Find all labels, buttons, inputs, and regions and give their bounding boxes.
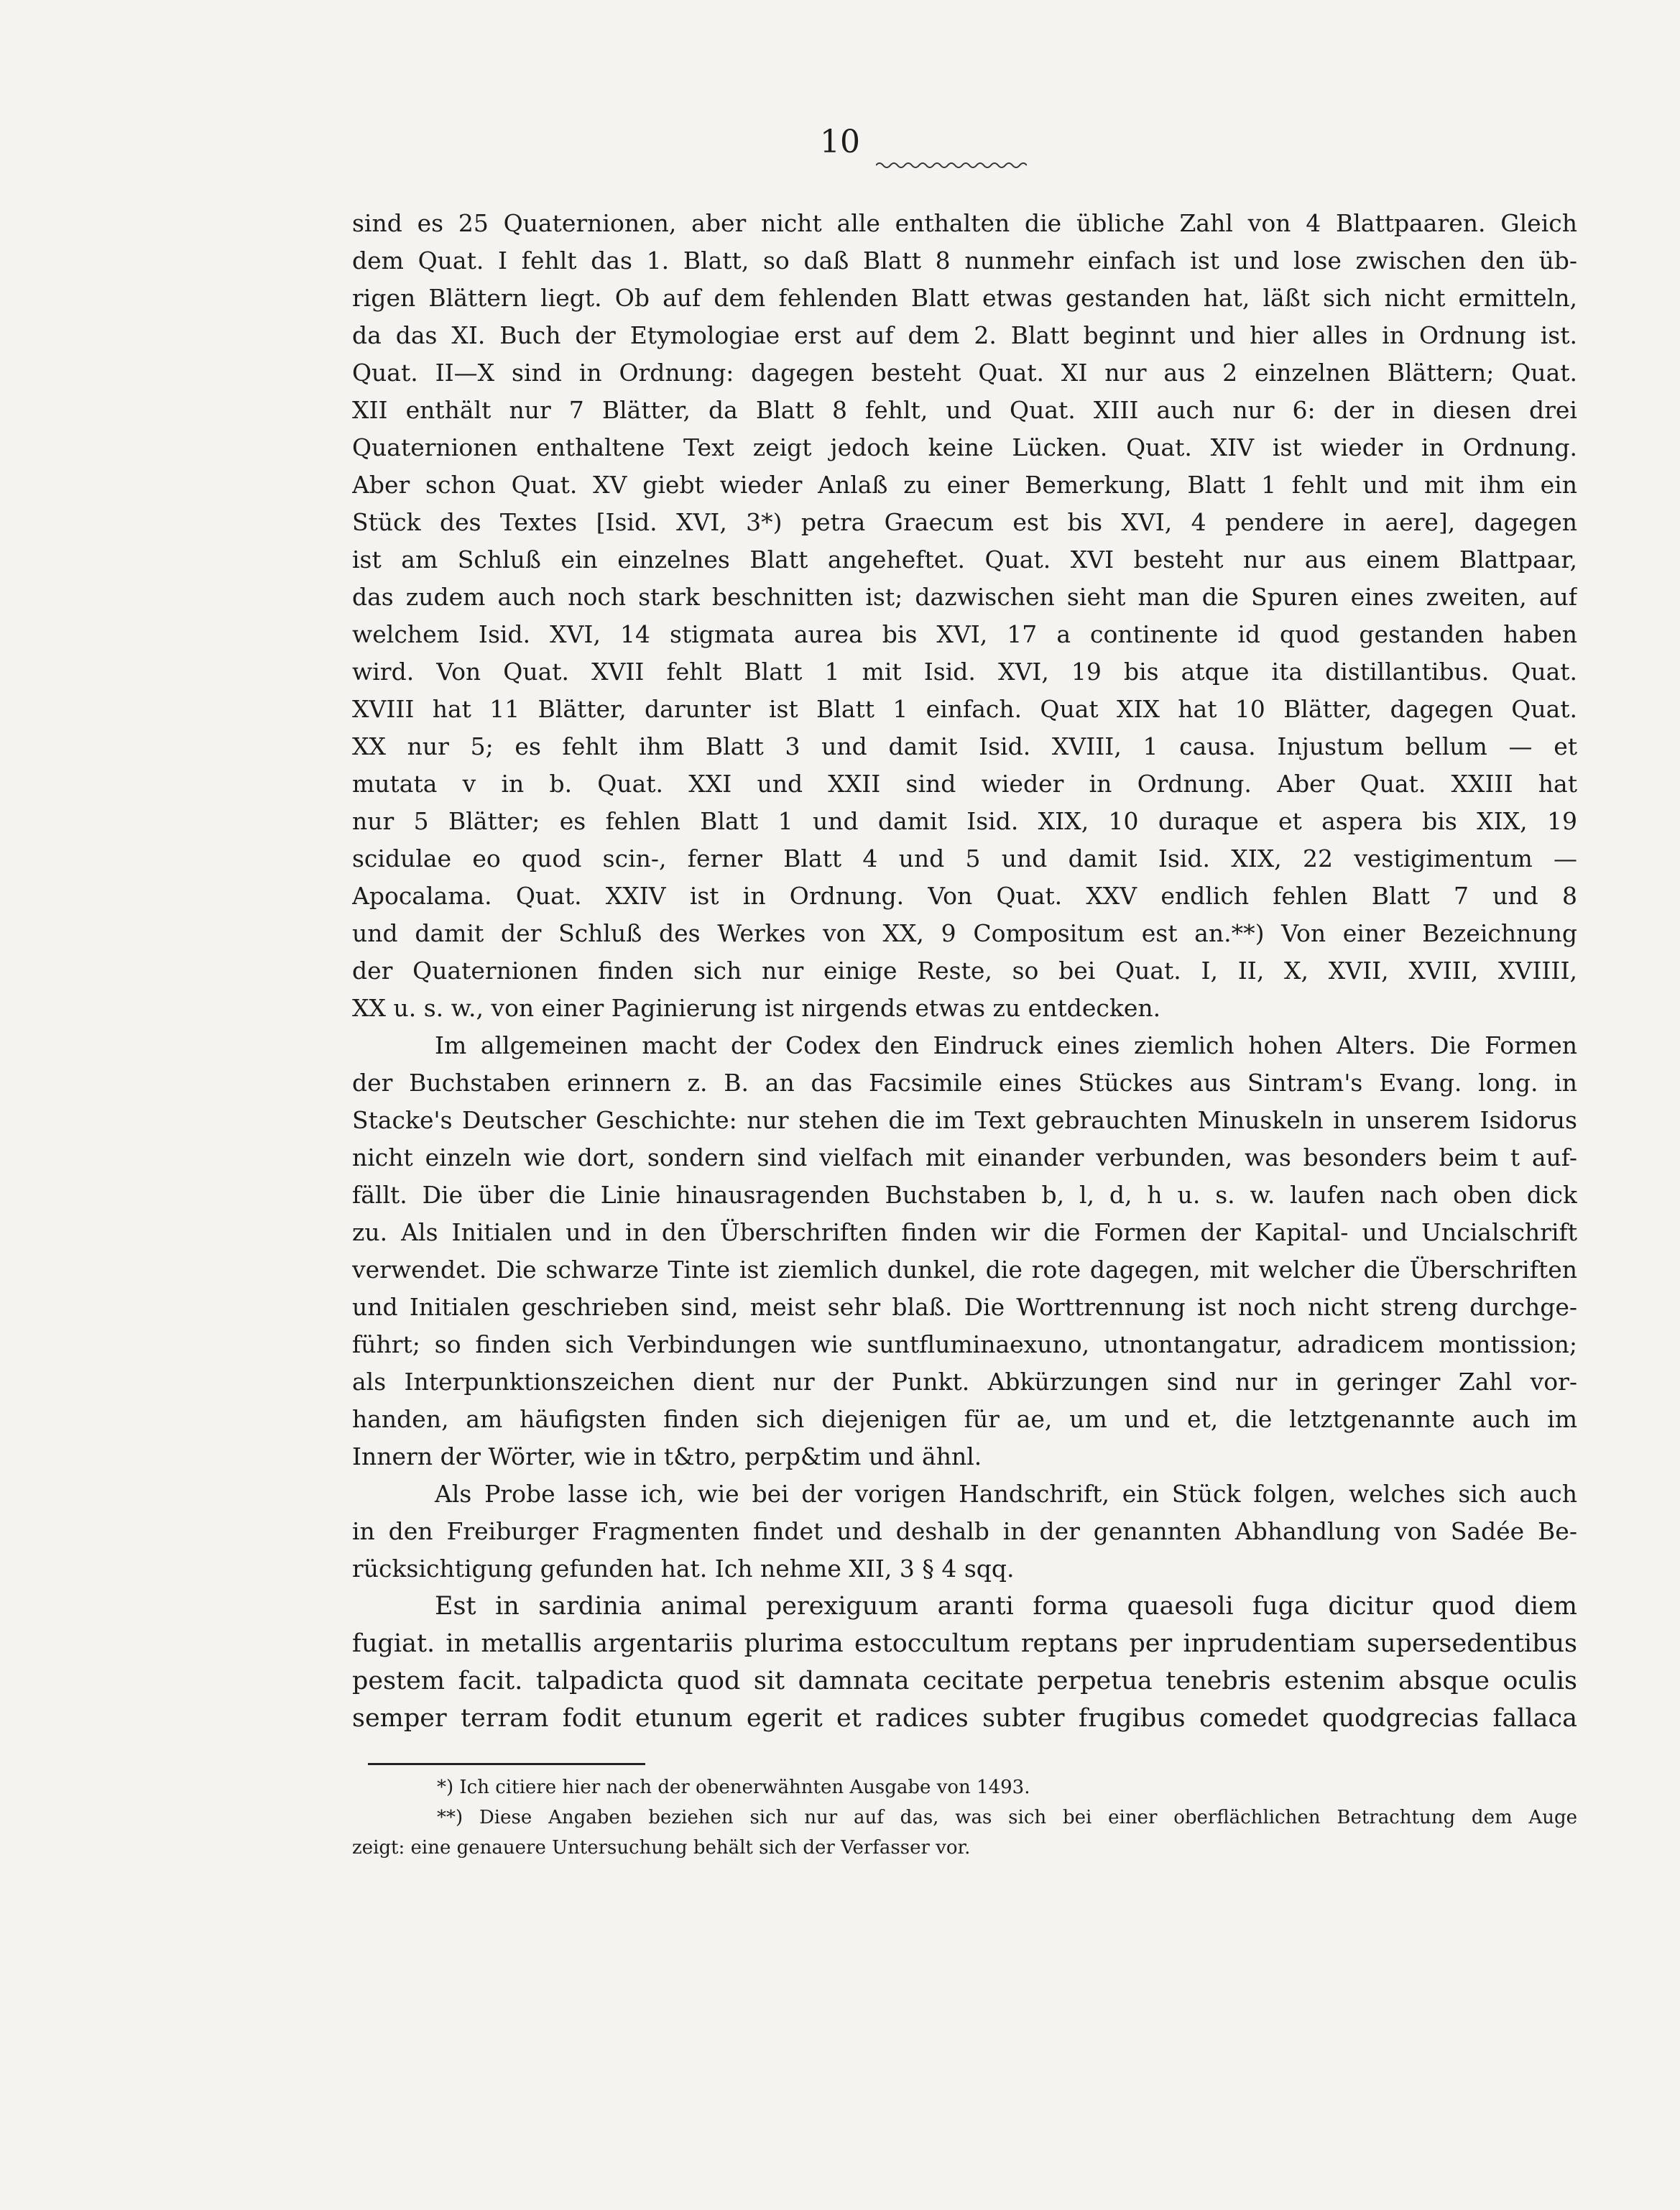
text-line: Stück des Textes [Isid. XVI, 3*) petra Graecum est bis XVI, 4 pendere in aere], dagegen	[352, 508, 1577, 536]
text-line: XX nur 5; es fehlt ihm Blatt 3 und damit Isid. XVIII, 1 causa. Injustum bellum — et	[352, 732, 1577, 760]
footnote-2-continued: zeigt: eine genauere Untersuchung behält sich der Verfasser vor.	[352, 1837, 971, 1859]
page-number: 10	[820, 124, 860, 160]
ornament-wavy-rule	[876, 160, 1027, 171]
latin-text-line: Est in sardinia animal perexiguum aranti forma quaesoli fuga dicitur quod diem	[435, 1592, 1577, 1621]
text-line: als Interpunktionszeichen dient nur der Punkt. Abkürzungen sind nur in geringer Zahl vor-	[352, 1368, 1577, 1396]
text-line: verwendet. Die schwarze Tinte ist ziemlich dunkel, die rote dagegen, mit welcher die Überschriften	[352, 1256, 1577, 1284]
text-line: handen, am häufigsten finden sich diejenigen für ae, um und et, die letztgenannte auch im	[352, 1405, 1577, 1433]
text-line: scidulae eo quod scin-, ferner Blatt 4 und 5 und damit Isid. XIX, 22 vestigimentum —	[352, 844, 1577, 873]
text-line: XX u. s. w., von einer Paginierung ist nirgends etwas zu entdecken.	[352, 994, 1161, 1022]
body-text	[352, 205, 1577, 1737]
footnote-1: *) Ich citiere hier nach der obenerwähnten Ausgabe von 1493.	[437, 1777, 1030, 1798]
text-line: welchem Isid. XVI, 14 stigmata aurea bis XVI, 17 a continente id quod gestanden haben	[352, 620, 1577, 648]
text-line: zu. Als Initialen und in den Überschriften finden wir die Formen der Kapital- und Uncialschrift	[352, 1218, 1577, 1246]
latin-text-line: pestem facit. talpadicta quod sit damnata cecitate perpetua tenebris estenim absque oculis	[352, 1667, 1577, 1695]
text-line: Apocalama. Quat. XXIV ist in Ordnung. Von Quat. XXV endlich fehlen Blatt 7 und 8	[352, 882, 1577, 910]
text-line: Im allgemeinen macht der Codex den Eindruck eines ziemlich hohen Alters. Die Formen	[435, 1031, 1577, 1059]
text-line: mutata v in b. Quat. XXI und XXII sind wieder in Ordnung. Aber Quat. XXIII hat	[352, 770, 1577, 798]
text-line: XVIII hat 11 Blätter, darunter ist Blatt 1 einfach. Quat XIX hat 10 Blätter, dagegen Quat.	[352, 695, 1577, 723]
text-line: Quaternionen enthaltene Text zeigt jedoch keine Lücken. Quat. XIV ist wieder in Ordnung.	[352, 433, 1577, 461]
text-line: da das XI. Buch der Etymologiae erst auf dem 2. Blatt beginnt und hier alles in Ordnung ist.	[352, 321, 1577, 349]
text-line: das zudem auch noch stark beschnitten ist; dazwischen sieht man die Spuren eines zweiten, auf	[352, 583, 1577, 611]
text-line: nur 5 Blätter; es fehlen Blatt 1 und damit Isid. XIX, 10 duraque et aspera bis XIX, 19	[352, 807, 1577, 835]
footnotes	[352, 1772, 1577, 1863]
text-line: Stacke's Deutscher Geschichte: nur stehen die im Text gebrauchten Minuskeln in unserem Isidorus	[352, 1106, 1577, 1134]
text-line: der Quaternionen finden sich nur einige Reste, so bei Quat. I, II, X, XVII, XVIII, XVIIII,	[352, 957, 1577, 985]
text-line: und damit der Schluß des Werkes von XX, 9 Compositum est an.**) Von einer Bezeichnung	[352, 919, 1577, 947]
text-line: wird. Von Quat. XVII fehlt Blatt 1 mit Isid. XVI, 19 bis atque ita distillantibus. Quat.	[352, 658, 1577, 686]
footnote-2: **) Diese Angaben beziehen sich nur auf das, was sich bei einer oberflächlichen Betrachtung dem Auge	[437, 1807, 1577, 1828]
text-line: und Initialen geschrieben sind, meist sehr blaß. Die Worttrennung ist noch nicht streng durchge-	[352, 1293, 1577, 1321]
text-line: führt; so finden sich Verbindungen wie suntfluminaexuno, utnontangatur, adradicem montission;	[352, 1330, 1577, 1358]
text-line: Quat. II—X sind in Ordnung: dagegen besteht Quat. XI nur aus 2 einzelnen Blättern; Quat.	[352, 359, 1577, 387]
text-line: ist am Schluß ein einzelnes Blatt angeheftet. Quat. XVI besteht nur aus einem Blattpaar,	[352, 545, 1577, 574]
latin-text-line: fugiat. in metallis argentariis plurima estoccultum reptans per inprudentiam supersedentibus	[352, 1629, 1577, 1658]
text-line: nicht einzeln wie dort, sondern sind vielfach mit einander verbunden, was besonders beim t auf-	[352, 1143, 1577, 1171]
text-line: in den Freiburger Fragmenten findet und deshalb in der genannten Abhandlung von Sadée Be-	[352, 1517, 1577, 1545]
text-line: Aber schon Quat. XV giebt wieder Anlaß zu einer Bemerkung, Blatt 1 fehlt und mit ihm ein	[352, 471, 1577, 499]
text-line: rücksichtigung gefunden hat. Ich nehme XII, 3 § 4 sqq.	[352, 1555, 1015, 1583]
latin-text-line: semper terram fodit etunum egerit et radices subter frugibus comedet quodgrecias fallaca	[352, 1704, 1577, 1733]
footnote-separator	[368, 1763, 645, 1765]
text-line: der Buchstaben erinnern z. B. an das Facsimile eines Stückes aus Sintram's Evang. long. in	[352, 1069, 1577, 1097]
text-line: fällt. Die über die Linie hinausragenden Buchstaben b, l, d, h u. s. w. laufen nach oben dick	[352, 1181, 1577, 1209]
text-line: rigen Blättern liegt. Ob auf dem fehlenden Blatt etwas gestanden hat, läßt sich nicht ermitteln,	[352, 284, 1577, 312]
text-line: dem Quat. I fehlt das 1. Blatt, so daß Blatt 8 nunmehr einfach ist und lose zwischen den üb-	[352, 247, 1577, 275]
text-line: Als Probe lasse ich, wie bei der vorigen Handschrift, ein Stück folgen, welches sich auch	[435, 1480, 1577, 1508]
text-line: XII enthält nur 7 Blätter, da Blatt 8 fehlt, und Quat. XIII auch nur 6: der in diesen drei	[352, 396, 1577, 424]
text-line: Innern der Wörter, wie in t&tro, perp&tim und ähnl.	[352, 1442, 982, 1470]
text-line: sind es 25 Quaternionen, aber nicht alle enthalten die übliche Zahl von 4 Blattpaaren. Gleich	[352, 209, 1577, 237]
